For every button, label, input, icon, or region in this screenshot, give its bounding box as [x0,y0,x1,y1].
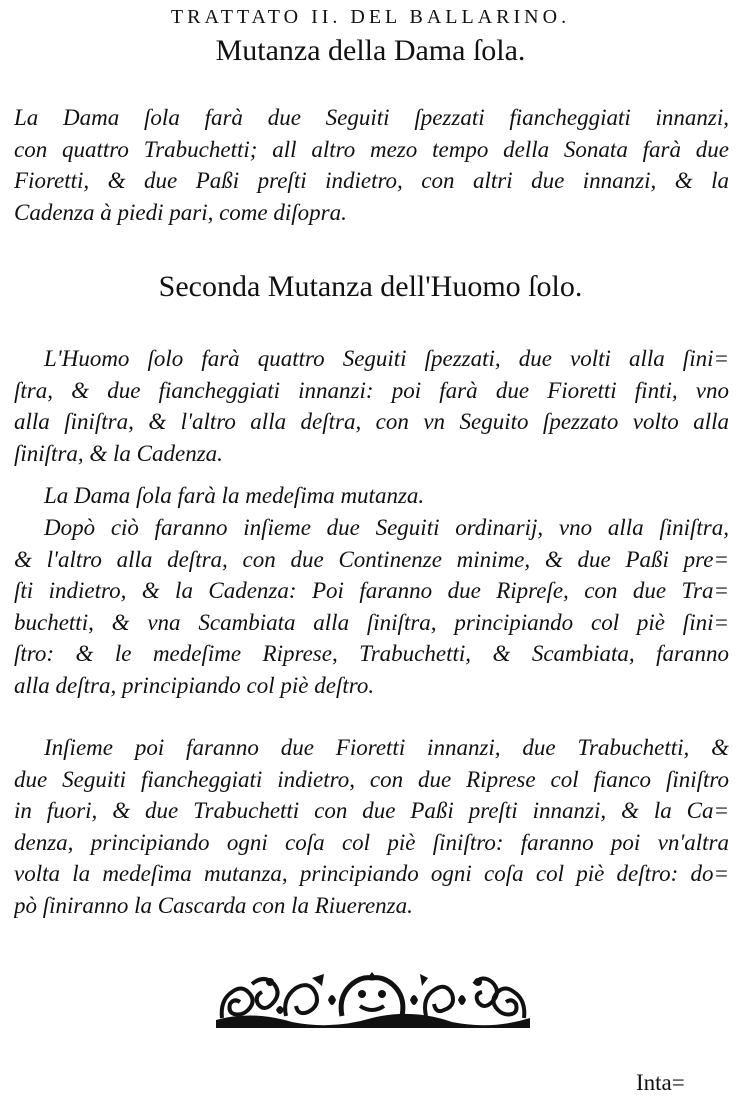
text-line: alla deſtra, principiando col piè deſtro. [14,672,375,698]
text-line: ſtro: & le medeſime Riprese, Trabuchetti, & Scambiata, faranno [14,641,729,666]
paragraph-dama [14,102,729,228]
text-line: Dopò ciò faranno inſieme due Seguiti ordinarij, vno alla ſiniſtra, [44,515,729,540]
text-line: volta la medeſima mutanza, principiando ogni coſa col piè deſtro: do= [14,861,729,886]
paragraph-huomo [14,343,729,469]
text-line: La Dama ſola farà due Seguiti ſpezzati fiancheggiati innanzi, [14,105,729,130]
paragraph-dama-medesima [14,480,729,512]
text-line: La Dama ſola farà la medeſima mutanza. [44,483,425,508]
text-line: ſiniſtra, & la Cadenza. [14,440,223,466]
text-line: in fuori, & due Trabuchetti con due Paßi preſti innanzi, & la Ca= [14,798,729,823]
text-line: L'Huomo ſolo farà quattro Seguiti ſpezzati, due volti alla ſini= [44,346,729,371]
section-heading-dama: Mutanza della Dama ſola. [215,34,526,67]
text-line: con quattro Trabuchetti; all altro mezo tempo della Sonata farà due [14,136,729,162]
text-line: due Seguiti fiancheggiati indietro, con due Riprese col fianco ſiniſtro [14,766,729,792]
grotesque-ornament-icon [212,970,534,1030]
text-line: & l'altro alla deſtra, con due Continenze minime, & due Paßi pre= [14,546,729,572]
text-line: buchetti, & vna Scambiata alla ſiniſtra, principiando col piè ſini= [14,609,729,635]
running-head: TRATTATO II. DEL BALLARINO. [170,6,571,28]
paragraph-insieme-1 [14,512,729,701]
text-line: alla ſiniſtra, & l'altro alla deſtra, con vn Seguito ſpezzato volto alla [14,409,729,434]
catchword: Inta= [636,1070,685,1095]
text-line: denza, principiando ogni coſa col piè ſiniſtro: faranno poi vn'altra [14,829,729,855]
section-heading-huomo: Seconda Mutanza dell'Huomo ſolo. [158,270,583,303]
text-line: Fioretti, & due Paßi preſti indietro, con altri due innanzi, & la [14,168,729,193]
text-line: pò ſiniranno la Cascarda con la Riuerenza. [14,892,413,918]
paragraph-insieme-2 [14,732,729,921]
text-line: ſtra, & due fiancheggiati innanzi: poi farà due Fioretti finti, vno [14,377,729,403]
text-line: ſti indietro, & la Cadenza: Poi faranno due Ripreſe, con due Tra= [14,578,729,603]
text-line: Cadenza à piedi pari, come diſopra. [14,199,347,225]
text-line: Inſieme poi faranno due Fioretti innanzi, due Trabuchetti, & [44,735,729,760]
